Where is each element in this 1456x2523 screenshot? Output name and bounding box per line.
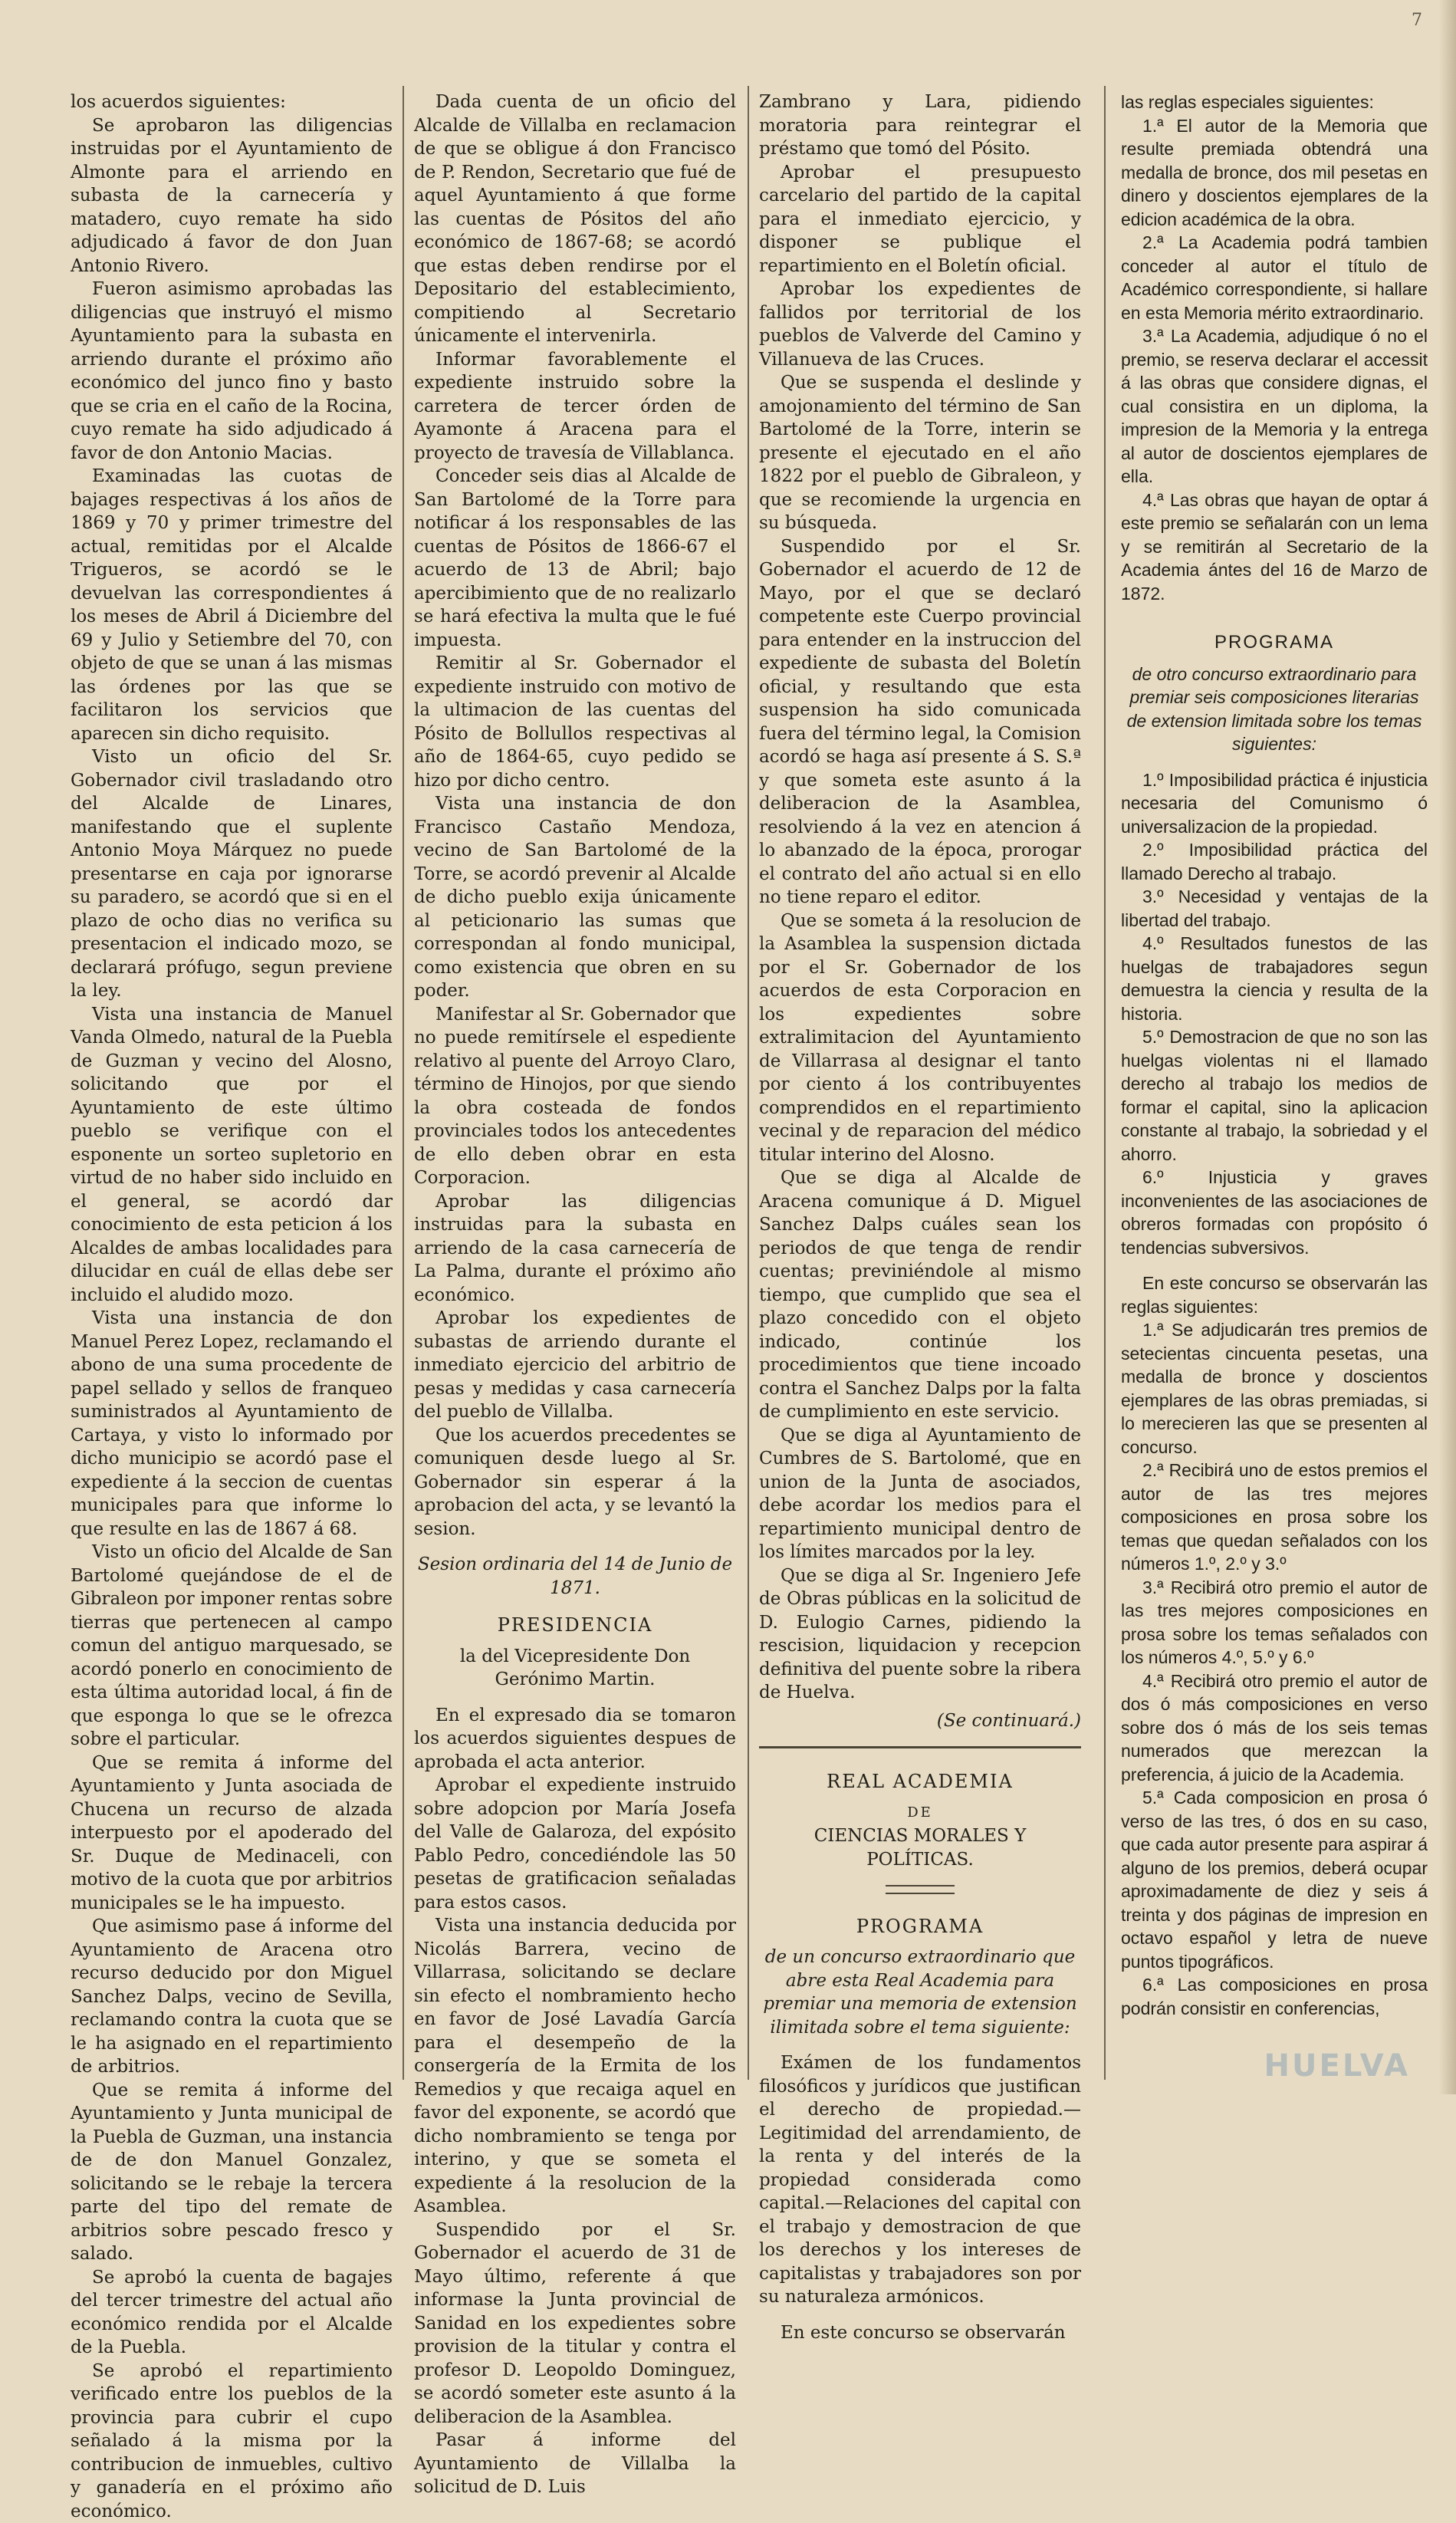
paragraph: Que se remita á informe del Ayuntamiento y Junta municipal de la Puebla de Guzman, una instancia de de don Manuel Gonzalez, solicitando se le rebaje la tercera parte del tipo del remate de arbitrios sobre pescado fresco y salado. bbox=[71, 2079, 393, 2266]
theme-item: 5.º Demostracion de que no son las huelgas violentas ni el llamado derecho al trabajo los medios de formar el capital, sino la aplicacion constante al trabajo, la sobriedad y el ahorro. bbox=[1121, 1025, 1428, 1166]
paragraph: Se aprobó el repartimiento verificado entre los pueblos de la provincia para cubrir el cupo señalado á la misma por la contribucion de inmuebles, cultivo y ganadería en el próximo año económico. bbox=[71, 2360, 393, 2523]
paragraph: Vista una instancia de don Manuel Perez Lopez, reclamando el abono de una suma procedente de papel sellado y sellos de franqueo suministrados al Ayuntamiento de Cartaya, y visto lo informado por dicho municipio se acordó pase el expediente á la seccion de cuentas municipales para que informe lo que resulte en las de 1867 á 68. bbox=[71, 1307, 393, 1541]
presidency-heading: PRESIDENCIA bbox=[414, 1613, 736, 1637]
rule-item: 5.ª Cada composicion en prosa ó verso de las tres, ó dos en su caso, que cada autor presente para aspirar á alguno de los premios, deberá ocupar aproximadamente de diez y seis á treinta y dos páginas de impresion en octavo español y letra de nueve puntos tipográficos. bbox=[1121, 1786, 1428, 1973]
page-number: 7 bbox=[1412, 11, 1422, 30]
paragraph: Que se suspenda el deslinde y amojonamiento del término de San Bartolomé de la Torre, interin se presente el ejecutado en el año 1822 por el pueblo de Gibraleon, y que se recomiende la urgencia en su búsqueda. bbox=[759, 371, 1081, 535]
paragraph: Remitir al Sr. Gobernador el expediente instruido con motivo de la ultimacion de las cuentas del Pósito de Bollullos respectivas al año de 1864-65, cuyo pedido se hizo por dicho centro. bbox=[414, 652, 736, 792]
column-1 bbox=[71, 90, 393, 2077]
paragraph: Que se remita á informe del Ayuntamiento y Junta asociada de Chucena un recurso de alzada interpuesto por el apoderado del Sr. Duque de Medinaceli, con motivo de la cuota que por arbitrios municipales se le ha impuesto. bbox=[71, 1752, 393, 1916]
rule-item: 2.ª Recibirá uno de estos premios el autor de las tres mejores composiciones en prosa sobre los temas que quedan señalados con los números 1.º, 2.º y 3.º bbox=[1121, 1459, 1428, 1576]
closing-line: En este concurso se observarán bbox=[759, 2321, 1081, 2345]
paragraph: Vista una instancia deducida por Nicolás Barrera, vecino de Villarrasa, solicitando se declare sin efecto el nombramiento hecho en favor de José Lavadía García para el desempeño de la consergería de la Ermita de los Remedios y que recaiga aquel en favor del exponente, se acordó que dicho nombramiento se tenga por interino, y que se someta el expediente á la resolucion de la Asamblea. bbox=[414, 1914, 736, 2219]
paragraph: Que se diga al Ayuntamiento de Cumbres de S. Bartolomé, que en union de la Junta de asociados, debe acordar los medios para el repartimiento municipal dentro de los límites marcados por la ley. bbox=[759, 1424, 1081, 1564]
theme-paragraph: Exámen de los fundamentos filosóficos y jurídicos que justifican el derecho de propiedad.—Legitimidad del arrendamiento, de la renta y del interés de la propiedad considerada como capital.—Relaciones del capital con el trabajo y demostracion de que los derechos y los intereses de capitalistas y trabajadores son por su naturaleza armónicos. bbox=[759, 2051, 1081, 2309]
session-title: Sesion ordinaria del 14 de Junio de 1871. bbox=[414, 1553, 736, 1600]
column-rule-3 bbox=[1104, 86, 1106, 2080]
theme-item: 4.º Resultados funestos de las huelgas de trabajadores segun demuestra la ciencia y resulta de la historia. bbox=[1121, 932, 1428, 1025]
theme-item: 1.º Imposibilidad práctica é injusticia necesaria del Comunismo ó universalizacion de la propiedad. bbox=[1121, 768, 1428, 839]
paragraph: En el expresado dia se tomaron los acuerdos siguientes despues de aprobada el acta anterior. bbox=[414, 1704, 736, 1775]
paragraph: Visto un oficio del Alcalde de San Bartolomé quejándose de el de Gibraleon por imponer rentas sobre tierras que pertenecen al campo comun del antiguo marquesado, se acordó ponerlo en conocimiento de esta última autoridad local, á fin de que esponga lo que se le ofrezca sobre el particular. bbox=[71, 1541, 393, 1752]
column-rule-2 bbox=[748, 86, 749, 2080]
rule-item: 4.ª Las obras que hayan de optar á este premio se señalarán con un lema y se remitirán al Secretario de la Academia ántes del 16 de Marzo de 1872. bbox=[1121, 488, 1428, 606]
paragraph: Que se someta á la resolucion de la Asamblea la suspension dictada por el Sr. Gobernador de los acuerdos de esta Corporacion en los expedientes sobre extralimitacion del Ayuntamiento de Villarrasa al designar el tanto por ciento á los contribuyentes comprendidos en el repartimiento vecinal y de reparacion del médico titular interino del Alosno. bbox=[759, 910, 1081, 1167]
paragraph: Vista una instancia de Manuel Vanda Olmedo, natural de la Puebla de Guzman y vecino del Alosno, solicitando que por el Ayuntamiento de este último pueblo se verifique con el esponente un sorteo supletorio en virtud de no haber sido incluido en el general, se acordó dar conocimiento de esta peticion á los Alcaldes de ambas localidades para dilucidar en cuál de ellas debe ser incluido el aludido mozo. bbox=[71, 1003, 393, 1308]
rule-item: 3.ª La Academia, adjudique ó no el premio, se reserva declarar el accessit á las obras que considere dignas, el cual consistira en un diploma, la impresion de la Memoria y la entrega al autor de doscientos ejemplares de ella. bbox=[1121, 324, 1428, 488]
academy-de: DE bbox=[759, 1801, 1081, 1825]
paragraph: Manifestar al Sr. Gobernador que no puede remitírsele el espediente relativo al puente del Arroyo Claro, término de Hinojos, por que siendo la obra costeada de fondos provinciales todos los antecedentes de ello deben obrar en esta Corporacion. bbox=[414, 1003, 736, 1190]
paragraph: Se aprobaron las diligencias instruidas por el Ayuntamiento de Almonte para el arriendo en subasta de la carnecería y matadero, cuyo remate ha sido adjudicado á favor de don Juan Antonio Rivero. bbox=[71, 114, 393, 278]
rule-item: 2.ª La Academia podrá tambien conceder al autor el título de Académico correspondiente, si hallare en esta Memoria mérito extraordinario. bbox=[1121, 231, 1428, 324]
watermark-logo: HUELVA bbox=[1264, 2048, 1410, 2084]
rule-item: 3.ª Recibirá otro premio el autor de las tres mejores composiciones en prosa sobre los temas señalados con los números 4.º, 5.º y 6.º bbox=[1121, 1576, 1428, 1669]
rule-item: 6.ª Las composiciones en prosa podrán consistir en conferencias, bbox=[1121, 1973, 1428, 2020]
paragraph: Que se diga al Sr. Ingeniero Jefe de Obras públicas en la solicitud de D. Eulogio Carnes, pidiendo la rescision, liquidacion y recepcion definitiva del puente sobre la ribera de Huelva. bbox=[759, 1564, 1081, 1705]
theme-item: 2.º Imposibilidad práctica del llamado Derecho al trabajo. bbox=[1121, 838, 1428, 885]
theme-item: 6.º Injusticia y graves inconvenientes de las asociaciones de obreros formadas con propósito ó tendencias subversivos. bbox=[1121, 1166, 1428, 1259]
continued-note: (Se continuará.) bbox=[759, 1709, 1081, 1733]
paragraph: Que asimismo pase á informe del Ayuntamiento de Aracena otro recurso deducido por don Miguel Sanchez Dalps, vecino de Sevilla, reclamando contra la cuota que se le ha asignado en el repartimiento de arbitrios. bbox=[71, 1915, 393, 2079]
column-4 bbox=[1121, 90, 1428, 2077]
paragraph: Vista una instancia de don Francisco Castaño Mendoza, vecino de San Bartolomé de la Torre, se acordó prevenir al Alcalde de dicho pueblo exija únicamente al peticionario las sumas que correspondan al fondo municipal, como existencia que obren en su poder. bbox=[414, 792, 736, 1003]
programa2-intro: de otro concurso extraordinario para premiar seis composiciones literarias de extension limitada sobre los temas siguientes: bbox=[1121, 663, 1428, 756]
programa2-heading: PROGRAMA bbox=[1121, 631, 1428, 655]
rules2-intro: En este concurso se observarán las reglas siguientes: bbox=[1121, 1271, 1428, 1318]
paragraph: Aprobar las diligencias instruidas para la subasta en arriendo de la casa carnecería de La Palma, durante el próximo año económico. bbox=[414, 1190, 736, 1308]
rule-item: 1.ª El autor de la Memoria que resulte premiada obtendrá una medalla de bronce, dos mil pesetas en dinero y doscientos ejemplares de la edicion académica de la obra. bbox=[1121, 114, 1428, 232]
paragraph: Suspendido por el Sr. Gobernador el acuerdo de 12 de Mayo, por el que se declaró competente este Cuerpo provincial para entender en la instruccion del expediente de subasta del Boletín oficial, y resultando que esta suspension ha sido comunicada fuera del término legal, la Comision acordó se haga así presente á S. S.ª y que someta este asunto á la deliberacion de la Asamblea, resolviendo á la vez en atencion á lo abanzado de la época, prorogar el contrato del año actual si en ello no tiene reparo el editor. bbox=[759, 535, 1081, 910]
rules-intro: las reglas especiales siguientes: bbox=[1121, 90, 1428, 114]
programa-heading: PROGRAMA bbox=[759, 1915, 1081, 1939]
paragraph: Examinadas las cuotas de bajages respectivas á los años de 1869 y 70 y primer trimestre del actual, remitidas por el Alcalde Trigueros, se acordó se le devuelvan las correspondientes á los meses de Abril á Diciembre del 69 y Julio y Setiembre del 70, con objeto de que se unan á las mismas las órdenes por las que se facilitaron los servicios que aparecen sin dicho requisito. bbox=[71, 465, 393, 745]
presidency-subtitle: la del Vicepresidente Don Gerónimo Martin. bbox=[414, 1645, 736, 1692]
paragraph: Aprobar el expediente instruido sobre adopcion por María Josefa del Valle de Galaroza, del expósito Pablo Pedro, concediéndole las 50 pesetas de gratificacion señaladas para estos casos. bbox=[414, 1774, 736, 1914]
column-rule-1 bbox=[403, 86, 404, 2080]
paragraph: Que los acuerdos precedentes se comuniquen desde luego al Sr. Gobernador sin esperar á la aprobacion del acta, y se levantó la sesion. bbox=[414, 1424, 736, 1541]
rule-item: 4.ª Recibirá otro premio el autor de dos ó más composiciones en verso sobre dos ó más de los seis temas numerados que merezcan la preferencia, á juicio de la Academia. bbox=[1121, 1669, 1428, 1787]
paragraph: Zambrano y Lara, pidiendo moratoria para reintegrar el préstamo que tomó del Pósito. bbox=[759, 90, 1081, 161]
column-2 bbox=[414, 90, 736, 2077]
paragraph: Dada cuenta de un oficio del Alcalde de Villalba en reclamacion de que se obligue á don Francisco de P. Rendon, Secretario que fué de aquel Ayuntamiento á que forme las cuentas de Pósitos del año económico de 1867-68; se acordó que estas deben rendirse por el Depositario del establecimiento, compitiendo al Secretario únicamente el intervenirla. bbox=[414, 90, 736, 348]
paragraph: Visto un oficio del Sr. Gobernador civil trasladando otro del Alcalde de Linares, manifestando que el suplente Antonio Moya Márquez no puede presentarse en caja por ignorarse su paradero, se acordó que si en el plazo de ocho dias no verifica su presentacion el indicado mozo, se declarará prófugo, segun previene la ley. bbox=[71, 745, 393, 1003]
ornament-divider bbox=[759, 1877, 1081, 1901]
paragraph: Aprobar los expedientes de fallidos por territorial de los pueblos de Valverde del Camino y Villanueva de las Cruces. bbox=[759, 278, 1081, 371]
paragraph: Fueron asimismo aprobadas las diligencias que instruyó el mismo Ayuntamiento para la subasta en arriendo durante el próximo año económico del junco fino y basto que se cria en el caño de la Rocina, cuyo remate ha sido adjudicado á favor de don Antonio Macias. bbox=[71, 278, 393, 465]
section-divider bbox=[759, 1746, 1081, 1748]
programa-intro: de un concurso extraordinario que abre esta Real Academia para premiar una memoria de extension ilimitada sobre el tema siguiente: bbox=[759, 1946, 1081, 2039]
paragraph: Aprobar el presupuesto carcelario del partido de la capital para el inmediato ejercicio, y disponer se publique el repartimiento en el Boletín oficial. bbox=[759, 161, 1081, 278]
paragraph: Pasar á informe del Ayuntamiento de Villalba la solicitud de D. Luis bbox=[414, 2429, 736, 2499]
paragraph: los acuerdos siguientes: bbox=[71, 90, 393, 114]
paragraph: Conceder seis dias al Alcalde de San Bartolomé de la Torre para notificar á los responsables de las cuentas de Pósitos de 1866-67 el acuerdo de 13 de Abril; bajo apercibimiento que de no realizarlo se hará efectiva la multa que le fué impuesta. bbox=[414, 465, 736, 652]
rule-item: 1.ª Se adjudicarán tres premios de setecientas cincuenta pesetas, una medalla de bronce y doscientos ejemplares de las obras premiadas, si lo merecieren las que se presenten al concurso. bbox=[1121, 1318, 1428, 1459]
page-edge-shading bbox=[1439, 0, 1456, 2094]
theme-item: 3.º Necesidad y ventajas de la libertad del trabajo. bbox=[1121, 885, 1428, 932]
paragraph: Informar favorablemente el expediente instruido sobre la carretera de tercer órden de Ayamonte á Aracena para el proyecto de travesía de Villablanca. bbox=[414, 348, 736, 465]
column-3 bbox=[759, 90, 1081, 2077]
paragraph: Se aprobó la cuenta de bagajes del tercer trimestre del actual año económico rendida por el Alcalde de la Puebla. bbox=[71, 2266, 393, 2360]
paragraph: Suspendido por el Sr. Gobernador el acuerdo de 31 de Mayo último, referente á que informase la Junta provincial de Sanidad en los expedientes sobre provision de la titular y contra el profesor D. Leopoldo Dominguez, se acordó someter este asunto á la deliberacion de la Asamblea. bbox=[414, 2219, 736, 2429]
academy-title: REAL ACADEMIA bbox=[759, 1770, 1081, 1794]
paragraph: Aprobar los expedientes de subastas de arriendo durante el inmediato ejercicio del arbitrio de pesas y medidas y casa carnecería del pueblo de Villalba. bbox=[414, 1307, 736, 1424]
academy-subtitle: CIENCIAS MORALES Y POLÍTICAS. bbox=[759, 1824, 1081, 1871]
paragraph: Que se diga al Alcalde de Aracena comunique á D. Miguel Sanchez Dalps cuáles sean los periodos de que tenga de rendir cuentas; previniéndole al mismo tiempo, que cumplido que sea el plazo concedido con el objeto indicado, continúe los procedimientos que tiene incoado contra el Sanchez Dalps por la falta de cumplimiento en este servicio. bbox=[759, 1166, 1081, 1424]
